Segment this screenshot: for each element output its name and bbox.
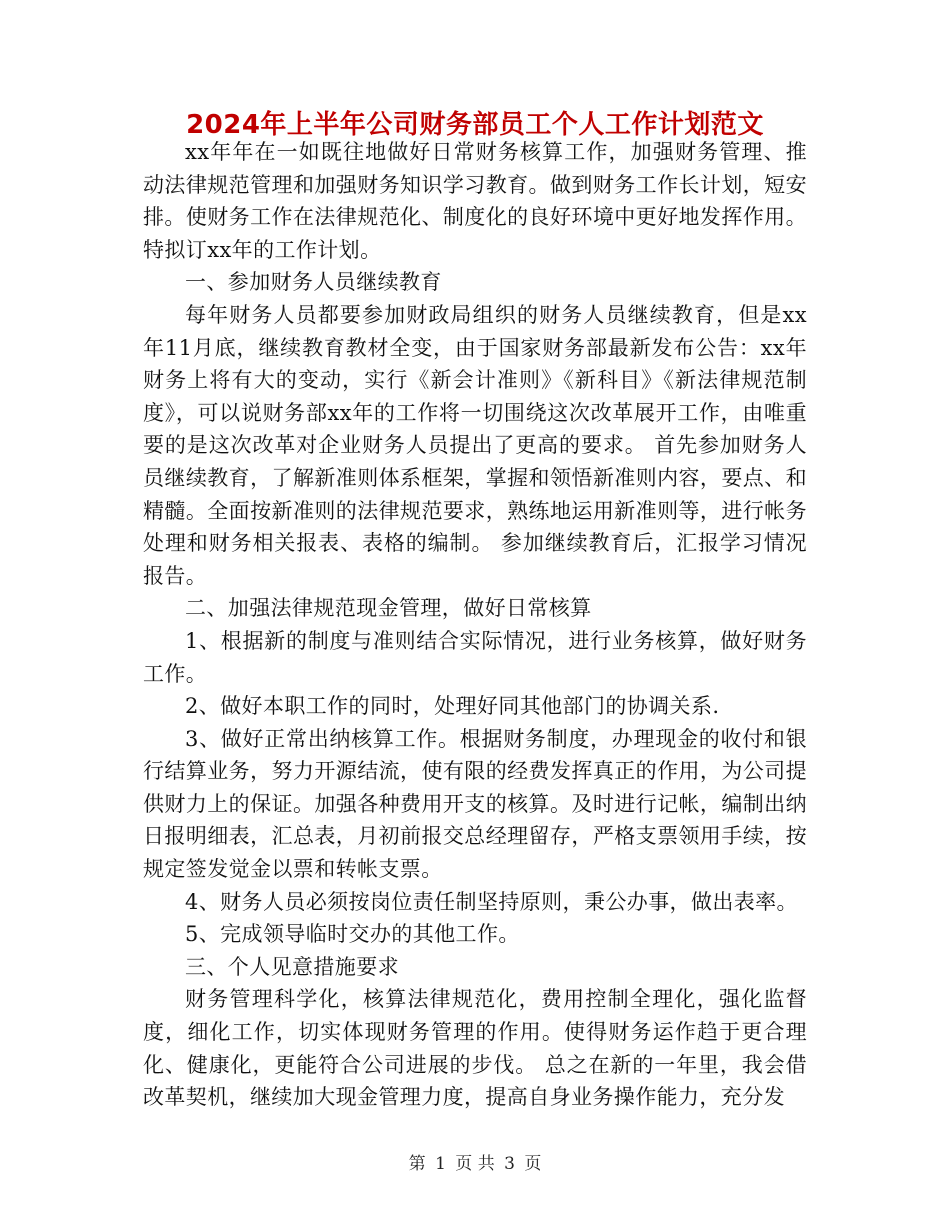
document-title: 2024年上半年公司财务部员工个人工作计划范文 bbox=[186, 110, 764, 140]
section-heading-2: 二、加强法律规范现金管理，做好日常核算 bbox=[185, 596, 592, 621]
list-item-1: 1、根据新的制度与准则结合实际情况，进行业务核算，做好财务工作。 bbox=[143, 628, 807, 686]
section-heading-1: 一、参加财务人员继续教育 bbox=[185, 270, 442, 295]
paragraph-measures: 财务管理科学化，核算法律规范化，费用控制全理化，强化监督度，细化工作，切实体现财务管理的作用。使得财务运作趋于更合理化、健康化，更能符合公司进展的步伐。 总之在新的一年里，我会借改革契机，继续加大现金管理力度，提高自身业务操作能力，充分发 bbox=[143, 987, 807, 1110]
paragraph-intro: xx年年在一如既往地做好日常财务核算工作，加强财务管理、推动法律规范管理和加强财务知识学习教育。做到财务工作长计划，短安排。使财务工作在法律规范化、制度化的良好环境中更好地发挥作用。特拟订xx年的工作计划。 bbox=[143, 140, 807, 262]
page-label-mid: 页 共 bbox=[455, 1154, 495, 1174]
page-label-suffix: 页 bbox=[524, 1154, 542, 1174]
page-label-prefix: 第 bbox=[408, 1154, 426, 1174]
paragraph-education: 每年财务人员都要参加财政局组织的财务人员继续教育，但是xx年11月底，继续教育教材全变，由于国家财务部最新发布公告：xx年财务上将有大的变动，实行《新会计准则》《新科目》《新法律规范制度》，可以说财务部xx年的工作将一切围绕这次改革展开工作，由唯重要的是这次改革对企业财务人员提出了更高的要求。 首先参加财务人员继续教育，了解新准则体系框架，掌握和领悟新准则内容，要点、和精髓。全面按新准则的法律规范要求，熟练地运用新准则等，进行帐务处理和财务相关报表、表格的编制。 参加继续教育后，汇报学习情况报告。 bbox=[143, 302, 807, 588]
list-item-2: 2、做好本职工作的同时，处理好同其他部门的协调关系. bbox=[185, 694, 720, 719]
list-item-5: 5、完成领导临时交办的其他工作。 bbox=[185, 922, 520, 947]
current-page-number: 1 bbox=[435, 1154, 446, 1174]
total-pages-number: 3 bbox=[504, 1154, 515, 1174]
page-footer bbox=[0, 1152, 950, 1176]
section-heading-3: 三、个人见意措施要求 bbox=[185, 954, 399, 979]
list-item-4: 4、财务人员必须按岗位责任制坚持原则，秉公办事，做出表率。 bbox=[185, 889, 798, 914]
list-item-3: 3、做好正常出纳核算工作。根据财务制度，办理现金的收付和银行结算业务，努力开源结流，使有限的经费发挥真正的作用，为公司提供财力上的保证。加强各种费用开支的核算。及时进行记帐，编制出纳日报明细表，汇总表，月初前报交总经理留存，严格支票领用手续，按规定签发觉金以票和转帐支票。 bbox=[143, 726, 807, 882]
document-body bbox=[143, 136, 807, 1114]
